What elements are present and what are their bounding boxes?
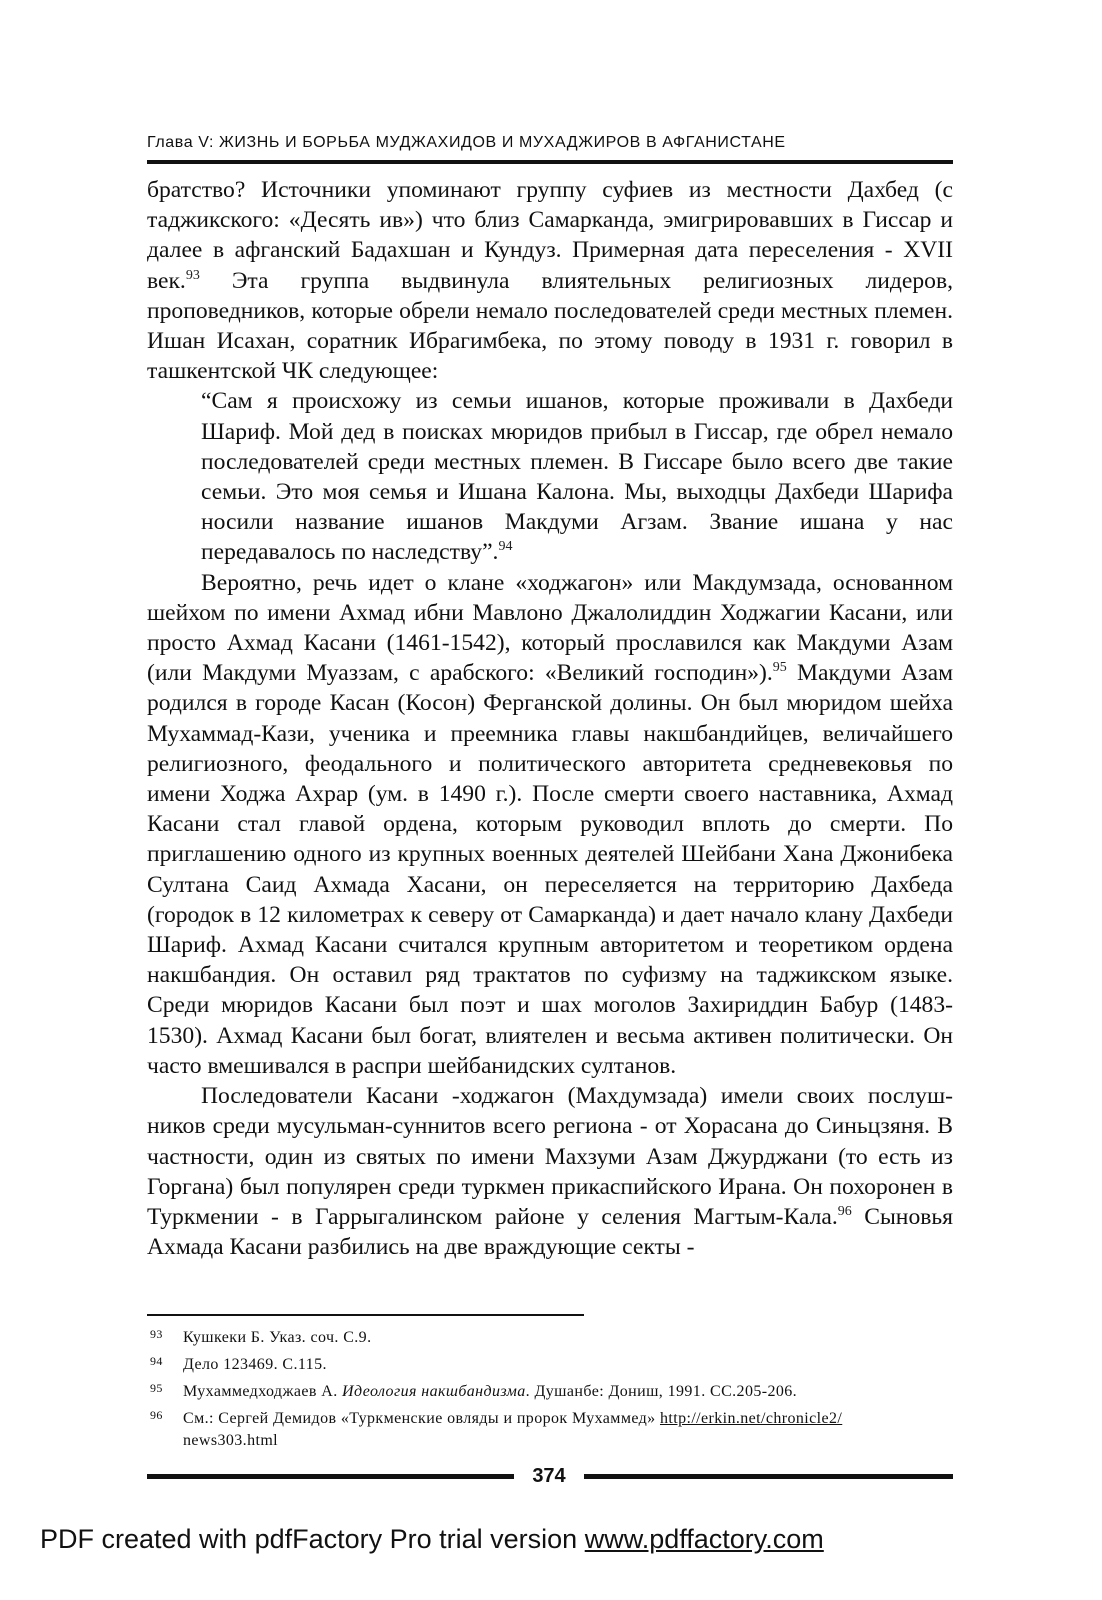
footnote-text: Дело 123469. С.115.: [183, 1356, 327, 1373]
page-number-rule-right: [584, 1474, 953, 1479]
footnote-94: [147, 1354, 953, 1376]
footnotes: [147, 1327, 953, 1457]
paragraph-2-text: Вероятно, речь идет о клане «ходжагон» или Макдумзада, основанном шейхом по имени Ахмад ибни Мавлоно Джалолиддин Ходжагии Касани, или просто Ахмад Касани (1461-1542), который прославился как Макдуми Азам (или Макдуми Муаззам, с арабского: «Великий господин»).: [147, 569, 953, 687]
footnote-number: 94: [150, 1354, 163, 1368]
page-number: 374: [532, 1465, 566, 1487]
footnote-ref-96[interactable]: 96: [837, 1203, 852, 1219]
watermark-text: PDF created with pdfFactory Pro trial version: [40, 1524, 585, 1554]
paragraph-2: [147, 568, 953, 1081]
footnote-95: [147, 1381, 953, 1403]
main-text: [147, 175, 953, 1262]
footnote-rule: [147, 1314, 584, 1316]
footnote-text-cont: news303.html: [183, 1432, 279, 1449]
footnote-ref-94[interactable]: 94: [498, 539, 513, 555]
paragraph-1-text: братство? Источники упоминают группу суфиев из местности Дахбед (с таджикского: «Десять ив») что близ Самарканда, эмигрировавших в Гиссар и далее в афганский Бадахшан и Кундуз. Примерная дата переселения - XVII век.: [147, 177, 953, 294]
paragraph-2-text-cont: Макдуми Азам родился в городе Касан (Косон) Ферганской долины. Он был мюридом шейха Мухаммад-Кази, ученика и преемника главы накшбандийцев, величайшего религиозного, феодального и политического авторитета средневековья по имени Ходжа Ахрар (ум. в 1490 г.). После смерти своего наставника, Ахмад Касани стал главой ордена, которым руководил вплоть до смерти. По приглашению одного из крупных военных деятелей Шейбани Хана Джонибека Султана Саид Ахмада Хасани, он переселяется на территорию Дахбеда (городок в 12 километрах к северу от Самарканда) и дает начало клану Дахбеди Шариф. Ахмад Касани считался крупным авторитетом и теоретиком ордена накшбандия. Он оставил ряд трактатов по суфизму на таджикском языке. Среди мюридов Касани был поэт и шах моголов Захириддин Бабур (1483-1530). Ахмад Касани был богат, влиятелен и весьма активен политически. Он часто вмешивался в распри шейбанидских султанов.: [147, 660, 953, 1079]
page-number-row: [147, 1462, 953, 1490]
running-header: Глава V: ЖИЗНЬ И БОРЬБА МУДЖАХИДОВ И МУХАДЖИРОВ В АФГАНИСТАНЕ: [147, 134, 786, 151]
footnote-number: 95: [150, 1381, 163, 1395]
paragraph-1-text-cont: Эта группа выдвинула влиятельных религиозных лидеров, проповедников, которые обрели немало последователей среди местных племен. Ишан Исахан, соратник Ибрагимбека, по этому поводу в 1931 г. говорил в ташкентской ЧК следующее:: [147, 267, 953, 385]
quote-paragraph: [201, 386, 953, 567]
footnote-number: 96: [150, 1408, 163, 1422]
footnote-text: Мухаммедходжаев А.: [183, 1383, 343, 1400]
footnote-text: См.: Сергей Демидов «Туркменские овляды и пророк Мухаммед»: [183, 1410, 660, 1427]
footnote-ref-95[interactable]: 95: [772, 660, 787, 676]
footnote-link[interactable]: http://erkin.net/chronicle2/: [659, 1410, 843, 1427]
footnote-ref-93[interactable]: 93: [185, 267, 200, 283]
footnote-text-cont: . Душанбе: Дониш, 1991. СС.205-206.: [525, 1383, 798, 1400]
pdf-watermark: [40, 1524, 1070, 1555]
paragraph-1: [147, 175, 953, 386]
block-quote: [201, 386, 953, 567]
footnote-title: Идеология накшбандизма: [342, 1383, 526, 1400]
page-number-rule-left: [147, 1474, 514, 1479]
footnote-number: 93: [150, 1327, 163, 1341]
footnote-96: [147, 1408, 953, 1452]
footnote-93: [147, 1327, 953, 1349]
footnote-text: Кушкеки Б. Указ. соч. С.9.: [183, 1329, 372, 1346]
quote-text: “Сам я происхожу из семьи ишанов, которые проживали в Дахбеди Шариф. Мой дед в поисках мюридов прибыл в Гиссар, где обрел немало последователей среди местных племен. В Гиссаре было всего две такие семьи. Это моя семья и Ишана Калона. Мы, выходцы Дахбеди Шарифа носили название ишанов Макдуми Агзам. Звание ишана у нас передавалось по наследству”.: [201, 388, 953, 566]
header-rule: [147, 160, 953, 164]
paragraph-3-text-cont: Сыновья Ахмада Касани разбились на две враждующие секты -: [147, 1203, 953, 1261]
paragraph-3: [147, 1081, 953, 1262]
watermark-link[interactable]: www.pdffactory.com: [584, 1524, 824, 1554]
paragraph-3-text: Последователи Касани -ходжагон (Махдумзада) имели своих послушников среди мусульман-суннитов всего региона - от Хорасана до Синьцзяня. В частности, один из святых по имени Махзуми Азам Джурджани (то есть из Горгана) был популярен среди туркмен прикаспийского Ирана. Он похоронен в Туркмении - в Гаррыгалинском районе у селения Магтым-Кала.: [147, 1083, 953, 1230]
